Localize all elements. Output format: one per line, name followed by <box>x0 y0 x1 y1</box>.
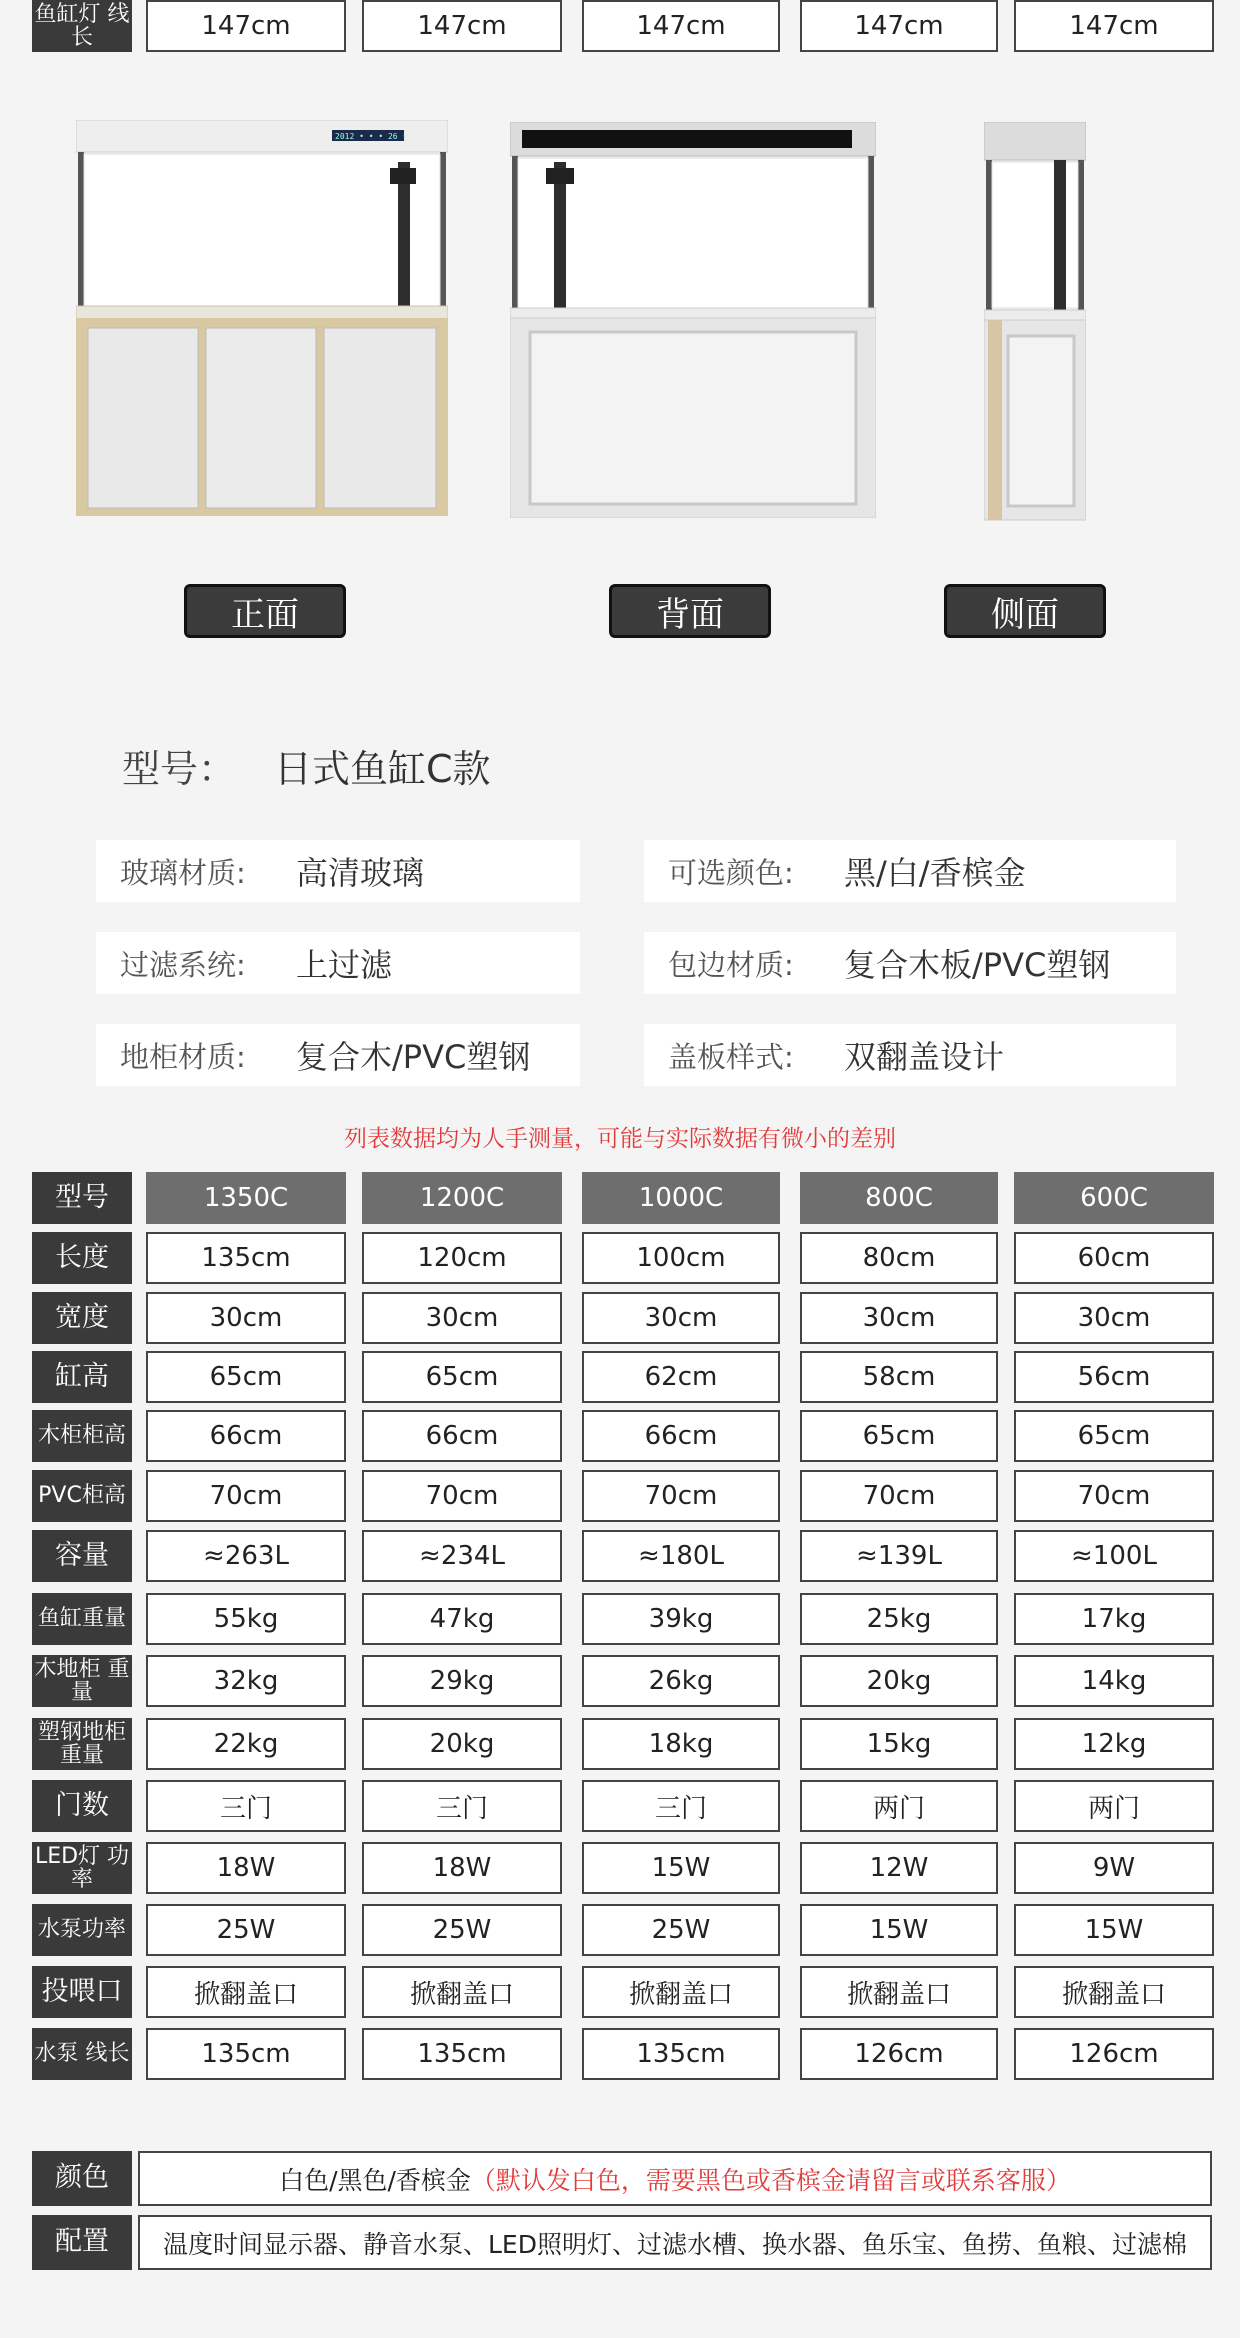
table-cell: 17kg <box>1014 1593 1214 1645</box>
model-label: 型号： <box>122 747 237 791</box>
table-cell: 135cm <box>362 2028 562 2080</box>
spec-filter <box>96 932 580 994</box>
table-cell: 147cm <box>1014 0 1214 52</box>
table-cell: 14kg <box>1014 1655 1214 1707</box>
row-label: 投喂口 <box>32 1966 132 2018</box>
table-cell: 56cm <box>1014 1351 1214 1403</box>
back-view-image <box>510 122 876 518</box>
row-label: 缸高 <box>32 1351 132 1403</box>
spec-key: 盖板样式: <box>668 1039 794 1074</box>
table-cell: 三门 <box>582 1780 780 1832</box>
spec-key: 玻璃材质: <box>120 855 246 890</box>
table-cell: 100cm <box>582 1232 780 1284</box>
table-cell: 掀翻盖口 <box>582 1966 780 2018</box>
table-cell: ≈139L <box>800 1530 998 1582</box>
spec-value: 复合木板/PVC塑钢 <box>844 946 1111 984</box>
table-cell: 15W <box>582 1842 780 1894</box>
table-cell: 掀翻盖口 <box>1014 1966 1214 2018</box>
row-label: 木地柜 重量 <box>32 1655 132 1707</box>
table-cell: 15W <box>800 1904 998 1956</box>
color-note: （默认发白色，需要黑色或香槟金请留言或联系客服） <box>470 2165 1071 2195</box>
row-label: 门数 <box>32 1780 132 1832</box>
spec-key: 可选颜色: <box>668 855 794 890</box>
table-cell: 三门 <box>362 1780 562 1832</box>
table-cell: 22kg <box>146 1718 346 1770</box>
row-label: 木柜柜高 <box>32 1410 132 1462</box>
row-label: 鱼缸灯 线长 <box>32 0 132 52</box>
spec-lid <box>644 1024 1176 1086</box>
config-row-label: 配置 <box>32 2215 132 2270</box>
spec-color <box>644 840 1176 902</box>
table-cell: 66cm <box>146 1410 346 1462</box>
table-cell: 58cm <box>800 1351 998 1403</box>
table-cell: 18W <box>146 1842 346 1894</box>
row-label: LED灯 功率 <box>32 1842 132 1894</box>
table-cell: 9W <box>1014 1842 1214 1894</box>
color-row-label: 颜色 <box>32 2151 132 2206</box>
table-cell: 60cm <box>1014 1232 1214 1284</box>
spec-key: 地柜材质: <box>120 1039 246 1074</box>
side-view-label: 侧面 <box>944 584 1106 638</box>
table-cell: 147cm <box>800 0 998 52</box>
spec-edging <box>644 932 1176 994</box>
table-cell: ≈180L <box>582 1530 780 1582</box>
side-view-image <box>984 122 1086 522</box>
row-label: 水泵功率 <box>32 1904 132 1956</box>
table-cell: 120cm <box>362 1232 562 1284</box>
table-cell: 两门 <box>800 1780 998 1832</box>
table-header-label: 型号 <box>32 1172 132 1224</box>
model-header-1000C: 1000C <box>582 1172 780 1224</box>
table-cell: 掀翻盖口 <box>146 1966 346 2018</box>
color-options: 白色/黑色/香槟金 <box>279 2165 471 2195</box>
display-panel-text: 2012 • • • 26 • <box>335 132 408 141</box>
table-cell: 25kg <box>800 1593 998 1645</box>
spec-value: 复合木/PVC塑钢 <box>296 1038 531 1076</box>
model-line <box>122 738 491 793</box>
table-cell: 70cm <box>582 1470 780 1522</box>
table-cell: 30cm <box>582 1292 780 1344</box>
table-cell: 65cm <box>800 1410 998 1462</box>
table-cell: 126cm <box>1014 2028 1214 2080</box>
row-label: PVC柜高 <box>32 1470 132 1522</box>
measurement-note: 列表数据均为人手测量，可能与实际数据有微小的差别 <box>344 1126 896 1152</box>
table-cell: 26kg <box>582 1655 780 1707</box>
model-header-600C: 600C <box>1014 1172 1214 1224</box>
spec-value: 上过滤 <box>296 946 393 984</box>
table-cell: 65cm <box>146 1351 346 1403</box>
table-cell: 三门 <box>146 1780 346 1832</box>
spec-value: 双翻盖设计 <box>844 1038 1005 1076</box>
row-label: 宽度 <box>32 1292 132 1344</box>
table-cell: 25W <box>146 1904 346 1956</box>
table-cell: 18kg <box>582 1718 780 1770</box>
spec-value: 黑/白/香槟金 <box>844 854 1026 892</box>
table-cell: 20kg <box>362 1718 562 1770</box>
spec-glass <box>96 840 580 902</box>
table-cell: 66cm <box>582 1410 780 1462</box>
table-cell: ≈263L <box>146 1530 346 1582</box>
spec-value: 高清玻璃 <box>296 854 425 892</box>
table-cell: 12kg <box>1014 1718 1214 1770</box>
table-cell: ≈234L <box>362 1530 562 1582</box>
row-label: 水泵 线长 <box>32 2028 132 2080</box>
table-cell: 18W <box>362 1842 562 1894</box>
row-label: 长度 <box>32 1232 132 1284</box>
spec-key: 过滤系统: <box>120 947 246 982</box>
table-cell: 30cm <box>800 1292 998 1344</box>
table-cell: 25W <box>582 1904 780 1956</box>
table-cell: 70cm <box>146 1470 346 1522</box>
table-cell: 47kg <box>362 1593 562 1645</box>
table-cell: 29kg <box>362 1655 562 1707</box>
config-row-value: 温度时间显示器、静音水泵、LED照明灯、过滤水槽、换水器、鱼乐宝、鱼捞、鱼粮、过滤棉 <box>138 2215 1212 2270</box>
table-cell: 126cm <box>800 2028 998 2080</box>
table-cell: 135cm <box>146 2028 346 2080</box>
row-label: 容量 <box>32 1530 132 1582</box>
table-cell: 70cm <box>1014 1470 1214 1522</box>
table-cell: 80cm <box>800 1232 998 1284</box>
table-cell: 掀翻盖口 <box>800 1966 998 2018</box>
table-cell: 20kg <box>800 1655 998 1707</box>
table-cell: 15kg <box>800 1718 998 1770</box>
table-cell: 两门 <box>1014 1780 1214 1832</box>
row-label: 鱼缸重量 <box>32 1593 132 1645</box>
spec-cabinet <box>96 1024 580 1086</box>
table-cell: 135cm <box>582 2028 780 2080</box>
front-view-image <box>76 120 448 520</box>
table-cell: 66cm <box>362 1410 562 1462</box>
table-cell: ≈100L <box>1014 1530 1214 1582</box>
model-header-1200C: 1200C <box>362 1172 562 1224</box>
table-cell: 12W <box>800 1842 998 1894</box>
table-cell: 70cm <box>800 1470 998 1522</box>
table-cell: 65cm <box>1014 1410 1214 1462</box>
table-cell: 掀翻盖口 <box>362 1966 562 2018</box>
table-cell: 65cm <box>362 1351 562 1403</box>
table-cell: 55kg <box>146 1593 346 1645</box>
table-cell: 147cm <box>362 0 562 52</box>
model-header-800C: 800C <box>800 1172 998 1224</box>
color-row-value <box>138 2151 1212 2206</box>
table-cell: 30cm <box>1014 1292 1214 1344</box>
table-cell: 32kg <box>146 1655 346 1707</box>
table-cell: 30cm <box>146 1292 346 1344</box>
table-cell: 70cm <box>362 1470 562 1522</box>
row-label: 塑钢地柜 重量 <box>32 1718 132 1770</box>
back-view-label: 背面 <box>609 584 771 638</box>
table-cell: 62cm <box>582 1351 780 1403</box>
spec-key: 包边材质: <box>668 947 794 982</box>
table-cell: 25W <box>362 1904 562 1956</box>
model-header-1350C: 1350C <box>146 1172 346 1224</box>
table-cell: 39kg <box>582 1593 780 1645</box>
table-cell: 147cm <box>582 0 780 52</box>
model-value: 日式鱼缸C款 <box>274 747 491 791</box>
table-cell: 15W <box>1014 1904 1214 1956</box>
front-view-label: 正面 <box>184 584 346 638</box>
table-cell: 30cm <box>362 1292 562 1344</box>
table-cell: 147cm <box>146 0 346 52</box>
table-cell: 135cm <box>146 1232 346 1284</box>
